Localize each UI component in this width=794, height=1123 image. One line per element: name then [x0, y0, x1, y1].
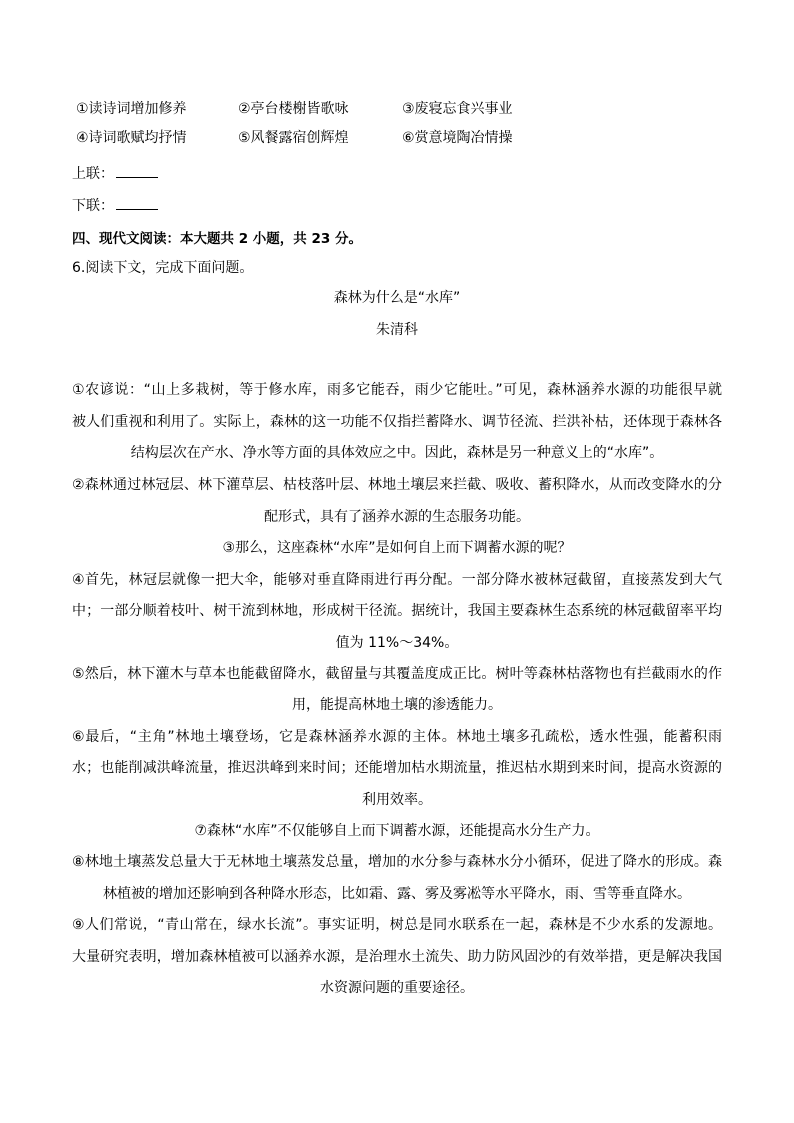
lower-couplet-blank[interactable] — [116, 195, 158, 210]
article-line: 林植被的增加还影响到各种降水形态，比如霜、露、雾及雾凇等水平降水，雨、雪等垂直降水。 — [103, 886, 691, 902]
lower-couplet-row — [72, 195, 158, 215]
article-line: 水资源问题的重要途径。 — [320, 980, 474, 996]
article-line: ③那么，这座森林“水库”是如何自上而下调蓄水源的呢？ — [222, 540, 572, 556]
article-line: ②森林通过林冠层、林下灌草层、枯枝落叶层、林地土壤层来拦截、吸收、蓄积降水，从而改变降水的分 — [72, 477, 722, 493]
option-4: ④诗词歌赋均抒情 — [76, 130, 187, 146]
article-line: ⑥最后，“主角”林地土壤登场，它是森林涵养水源的主体。林地土壤多孔疏松，透水性强，能蓄积雨 — [72, 729, 722, 745]
article-line: ⑦森林“水库”不仅能够自上而下调蓄水源，还能提高水分生产力。 — [194, 823, 600, 839]
article-line: 利用效率。 — [362, 792, 432, 808]
upper-couplet-row — [72, 163, 158, 183]
option-1: ①读诗词增加修养 — [76, 101, 187, 117]
article-line: ⑨人们常说，“青山常在，绿水长流”。事实证明，树总是同水联系在一起，森林是不少水系的发源地。 — [72, 917, 722, 933]
article-line: ④首先，林冠层就像一把大伞，能够对垂直降雨进行再分配。一部分降水被林冠截留，直接蒸发到大气 — [72, 572, 722, 588]
option-2: ②亭台楼榭皆歌咏 — [238, 101, 349, 117]
question-prompt: 6.阅读下文，完成下面问题。 — [72, 260, 254, 276]
article-line: 中；一部分顺着枝叶、树干流到林地，形成树干径流。据统计，我国主要森林生态系统的林冠截留率平均 — [72, 603, 722, 619]
option-3: ③废寝忘食兴事业 — [402, 101, 513, 117]
article-line: 大量研究表明，增加森林植被可以涵养水源，是治理水土流失、助力防风固沙的有效举措，更是解决我国 — [72, 949, 722, 965]
article-line: ①农谚说：“山上多栽树，等于修水库，雨多它能吞，雨少它能吐。”可见，森林涵养水源的功能很早就 — [72, 382, 722, 398]
upper-couplet-blank[interactable] — [116, 163, 158, 178]
article-line: ⑧林地土壤蒸发总量大于无林地土壤蒸发总量，增加的水分参与森林水分小循环，促进了降水的形成。森 — [72, 854, 722, 870]
article-line: 水；也能削减洪峰流量，推迟洪峰到来时间；还能增加枯水期流量，推迟枯水期到来时间，提高水资源的 — [72, 760, 722, 776]
lower-couplet-label: 下联： — [72, 198, 114, 214]
section-heading: 四、现代文阅读：本大题共 2 小题，共 23 分。 — [72, 231, 362, 247]
option-6: ⑥赏意境陶冶情操 — [402, 130, 513, 146]
article-line: 值为 11%～34%。 — [335, 635, 459, 651]
option-5: ⑤风餐露宿创辉煌 — [238, 130, 349, 146]
article-line: 用，能提高林地土壤的渗透能力。 — [292, 697, 502, 713]
article-title: 森林为什么是“水库” — [333, 290, 461, 306]
article-line: 被人们重视和利用了。实际上，森林的这一功能不仅指拦蓄降水、调节径流、拦洪补枯，还体现于森林各 — [72, 414, 722, 430]
upper-couplet-label: 上联： — [72, 166, 114, 182]
article-author: 朱清科 — [376, 322, 418, 338]
article-line: ⑤然后，林下灌木与草本也能截留降水，截留量与其覆盖度成正比。树叶等森林枯落物也有拦截雨水的作 — [72, 666, 722, 682]
article-line: 结构层次在产水、净水等方面的具体效应之中。因此，森林是另一种意义上的“水库”。 — [130, 445, 664, 461]
article-line: 配形式，具有了涵养水源的生态服务功能。 — [264, 509, 530, 525]
